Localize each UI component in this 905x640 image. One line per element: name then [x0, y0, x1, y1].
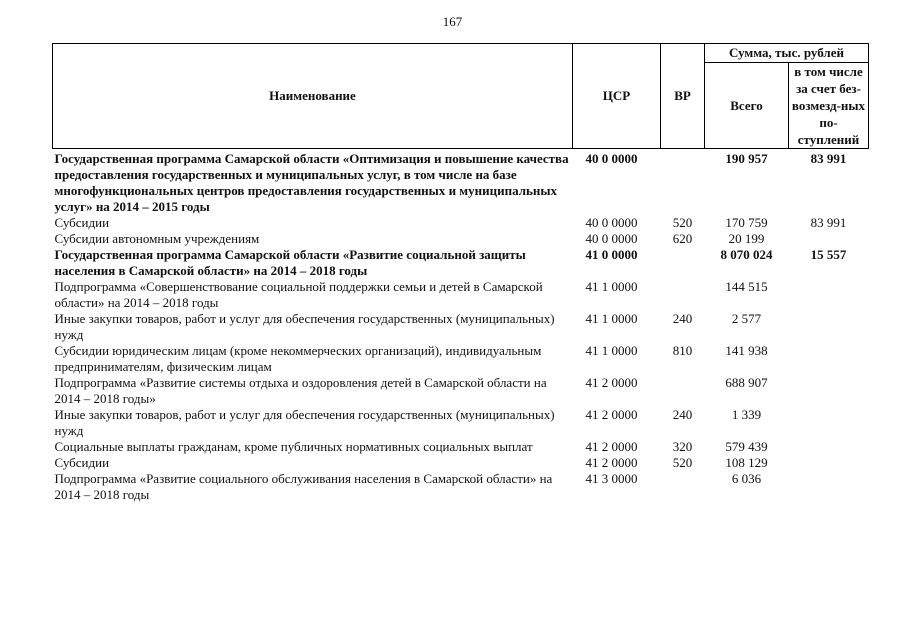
- cell-total: 579 439: [725, 439, 768, 454]
- cell-csr: 41 0 0000: [585, 247, 638, 262]
- header-sum: Сумма, тыс. рублей: [705, 44, 869, 63]
- table-row: [53, 471, 869, 503]
- header-total: Всего: [705, 63, 789, 149]
- cell-vr: [661, 279, 705, 311]
- cell-total: 1 339: [731, 407, 762, 422]
- cell-free: [789, 231, 869, 247]
- cell-vr: [661, 149, 705, 216]
- cell-total: 144 515: [725, 279, 768, 294]
- cell-total: 20 199: [728, 231, 765, 246]
- budget-table: [52, 43, 869, 503]
- cell-name: Субсидии: [54, 455, 110, 470]
- cell-csr: 41 1 0000: [585, 311, 638, 326]
- cell-vr: 240: [672, 311, 693, 326]
- table-row: [53, 407, 869, 439]
- cell-name: Субсидии автономным учреждениям: [54, 231, 260, 246]
- table-row: [53, 455, 869, 471]
- cell-total: 6 036: [731, 471, 762, 486]
- page-number: 167: [442, 14, 463, 29]
- cell-vr: 520: [672, 215, 693, 230]
- table-row: [53, 149, 869, 216]
- cell-vr: 520: [672, 455, 693, 470]
- cell-csr: 41 2 0000: [585, 407, 638, 422]
- cell-csr: 40 0 0000: [585, 151, 638, 166]
- cell-vr: 240: [672, 407, 693, 422]
- cell-free: [789, 407, 869, 439]
- header-csr: ЦСР: [573, 44, 661, 149]
- cell-name: Социальные выплаты гражданам, кроме публичных нормативных социальных выплат: [54, 439, 533, 454]
- table-row: [53, 375, 869, 407]
- cell-name: Государственная программа Самарской области «Развитие социальной защиты населения в Самарской области» на 2014 – 2018 годы: [54, 247, 526, 278]
- cell-vr: [661, 471, 705, 503]
- cell-total: 170 759: [725, 215, 768, 230]
- cell-free: [789, 471, 869, 503]
- cell-total: 2 577: [731, 311, 762, 326]
- cell-total: 8 070 024: [720, 247, 773, 262]
- cell-vr: 320: [672, 439, 693, 454]
- cell-csr: 41 2 0000: [585, 439, 638, 454]
- cell-vr: [661, 375, 705, 407]
- cell-name: Иные закупки товаров, работ и услуг для обеспечения государственных (муниципальных) нужд: [54, 311, 555, 342]
- cell-name: Подпрограмма «Развитие системы отдыха и оздоровления детей в Самарской области на 2014 – 2018 годы»: [54, 375, 547, 406]
- cell-csr: 41 1 0000: [585, 343, 638, 358]
- cell-csr: 41 3 0000: [585, 471, 638, 486]
- table-row: [53, 247, 869, 279]
- table-row: [53, 343, 869, 375]
- cell-csr: 41 2 0000: [585, 375, 638, 390]
- table-row: [53, 311, 869, 343]
- cell-name: Субсидии: [54, 215, 110, 230]
- table-body: [53, 149, 869, 504]
- header-name: Наименование: [53, 44, 573, 149]
- cell-total: 190 957: [725, 151, 768, 166]
- cell-free: 83 991: [810, 151, 847, 166]
- cell-vr: 810: [672, 343, 693, 358]
- cell-free: 83 991: [810, 215, 847, 230]
- cell-free: [789, 279, 869, 311]
- header-free: в том числе за счет без-возмезд-ных по-ступлений: [789, 63, 869, 149]
- table-row: [53, 279, 869, 311]
- cell-name: Подпрограмма «Совершенствование социальной поддержки семьи и детей в Самарской области» на 2014 – 2018 годы: [54, 279, 543, 310]
- header-vr: ВР: [661, 44, 705, 149]
- cell-free: [789, 455, 869, 471]
- table-row: [53, 439, 869, 455]
- cell-name: Государственная программа Самарской области «Оптимизация и повышение качества предоставления государственных и муниципальных услуг, в том числе на базе многофункциональных центров предоставления государственных и муниципальных услуг» на 2014 – 2015 годы: [54, 151, 569, 214]
- cell-total: 108 129: [725, 455, 768, 470]
- table-row: [53, 215, 869, 231]
- cell-csr: 41 2 0000: [585, 455, 638, 470]
- cell-free: [789, 343, 869, 375]
- cell-total: 141 938: [725, 343, 768, 358]
- cell-csr: 41 1 0000: [585, 279, 638, 294]
- cell-vr: [661, 247, 705, 279]
- table-header: [53, 44, 869, 149]
- cell-total: 688 907: [725, 375, 768, 390]
- cell-free: 15 557: [810, 247, 847, 262]
- cell-csr: 40 0 0000: [585, 231, 638, 246]
- cell-name: Подпрограмма «Развитие социального обслуживания населения в Самарской области» на 2014 – 2018 годы: [54, 471, 553, 502]
- cell-csr: 40 0 0000: [585, 215, 638, 230]
- cell-free: [789, 439, 869, 455]
- cell-free: [789, 311, 869, 343]
- table-row: [53, 231, 869, 247]
- cell-free: [789, 375, 869, 407]
- cell-name: Субсидии юридическим лицам (кроме некоммерческих организаций), индивидуальным предпринимателям, физическим лицам: [54, 343, 542, 374]
- cell-name: Иные закупки товаров, работ и услуг для обеспечения государственных (муниципальных) нужд: [54, 407, 555, 438]
- cell-vr: 620: [672, 231, 693, 246]
